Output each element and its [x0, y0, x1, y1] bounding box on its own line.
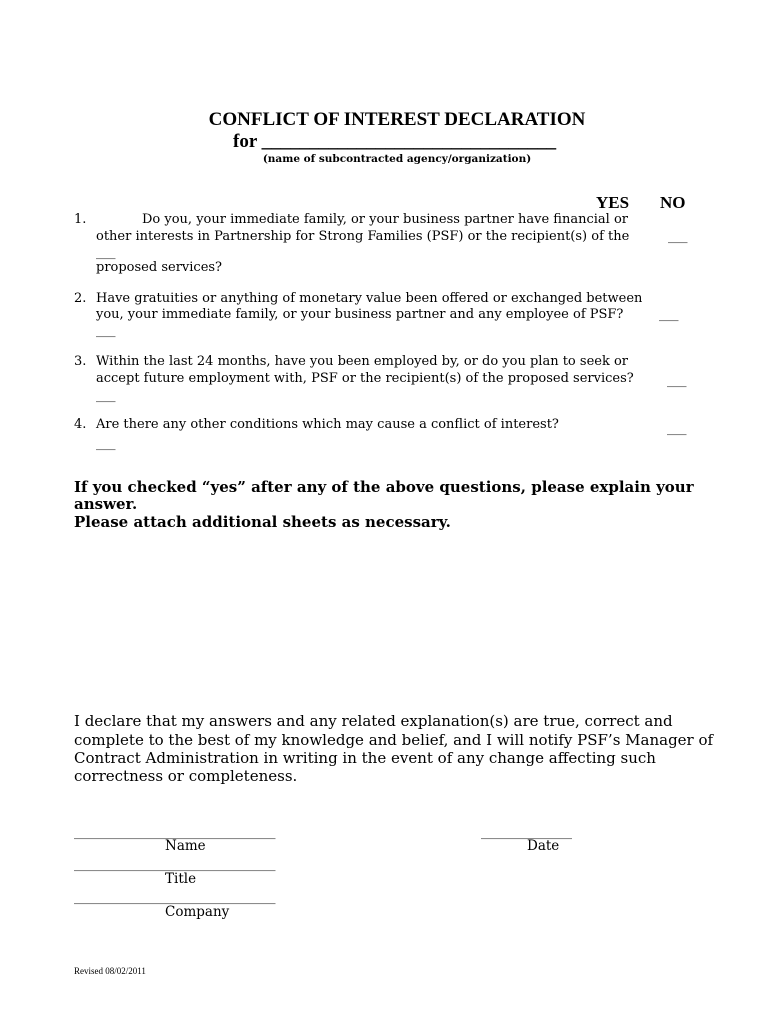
question-number: 3.	[74, 354, 87, 369]
organization-name-field[interactable]: for _______________________________	[233, 131, 557, 152]
no-answer-blank[interactable]: ___	[96, 436, 116, 451]
title-label: Title	[165, 871, 197, 887]
no-answer-blank[interactable]: ___	[96, 388, 116, 403]
question-text-line: Have gratuities or anything of monetary value been offered or exchanged between	[96, 291, 643, 306]
yes-answer-blank[interactable]: ___	[667, 421, 687, 436]
date-label: Date	[527, 838, 560, 854]
no-answer-blank[interactable]: ___	[96, 245, 116, 260]
question-text-line: other interests in Partnership for Strong Families (PSF) or the recipient(s) of the	[96, 229, 630, 244]
page-title: CONFLICT OF INTEREST DECLARATION	[208, 109, 586, 130]
explanation-instruction: answer.	[74, 495, 138, 513]
date-signature-line[interactable]: ______________	[481, 825, 572, 840]
name-signature-line[interactable]: _______________________________	[74, 825, 276, 840]
explanation-area[interactable]	[74, 540, 714, 700]
question-number: 4.	[74, 417, 87, 432]
question-text-line: Within the last 24 months, have you been employed by, or do you plan to seek or	[96, 354, 629, 369]
no-column-heading: NO	[660, 193, 686, 212]
name-label: Name	[165, 838, 206, 854]
question-text-line: Do you, your immediate family, or your business partner have financial or	[142, 212, 628, 227]
yes-answer-blank[interactable]: ___	[668, 229, 688, 244]
question-text-line: Are there any other conditions which may cause a conflict of interest?	[96, 417, 559, 432]
yes-answer-blank[interactable]: ___	[659, 307, 679, 322]
question-text-line: accept future employment with, PSF or the recipient(s) of the proposed services?	[96, 371, 634, 386]
question-text-line: proposed services?	[96, 260, 223, 275]
declaration-text-line: I declare that my answers and any related explanation(s) are true, correct and	[74, 712, 673, 730]
no-answer-blank[interactable]: ___	[96, 323, 116, 338]
question-number: 1.	[74, 212, 87, 227]
company-label: Company	[165, 904, 230, 920]
question-number: 2.	[74, 291, 87, 306]
question-text-line: you, your immediate family, or your business partner and any employee of PSF?	[96, 307, 624, 322]
yes-column-heading: YES	[596, 193, 630, 212]
explanation-instruction: If you checked “yes” after any of the above questions, please explain your	[74, 478, 694, 496]
declaration-text-line: Contract Administration in writing in the event of any change affecting such	[74, 749, 656, 767]
organization-name-hint: (name of subcontracted agency/organization)	[262, 153, 532, 165]
declaration-text-line: correctness or completeness.	[74, 767, 298, 785]
declaration-text-line: complete to the best of my knowledge and belief, and I will notify PSF’s Manager of	[74, 731, 714, 749]
revision-date: Revised 08/02/2011	[74, 966, 146, 976]
title-signature-line[interactable]: _______________________________	[74, 857, 276, 872]
attach-sheets-instruction: Please attach additional sheets as necessary.	[74, 513, 451, 531]
company-signature-line[interactable]: _______________________________	[74, 890, 276, 905]
yes-answer-blank[interactable]: ___	[667, 373, 687, 388]
